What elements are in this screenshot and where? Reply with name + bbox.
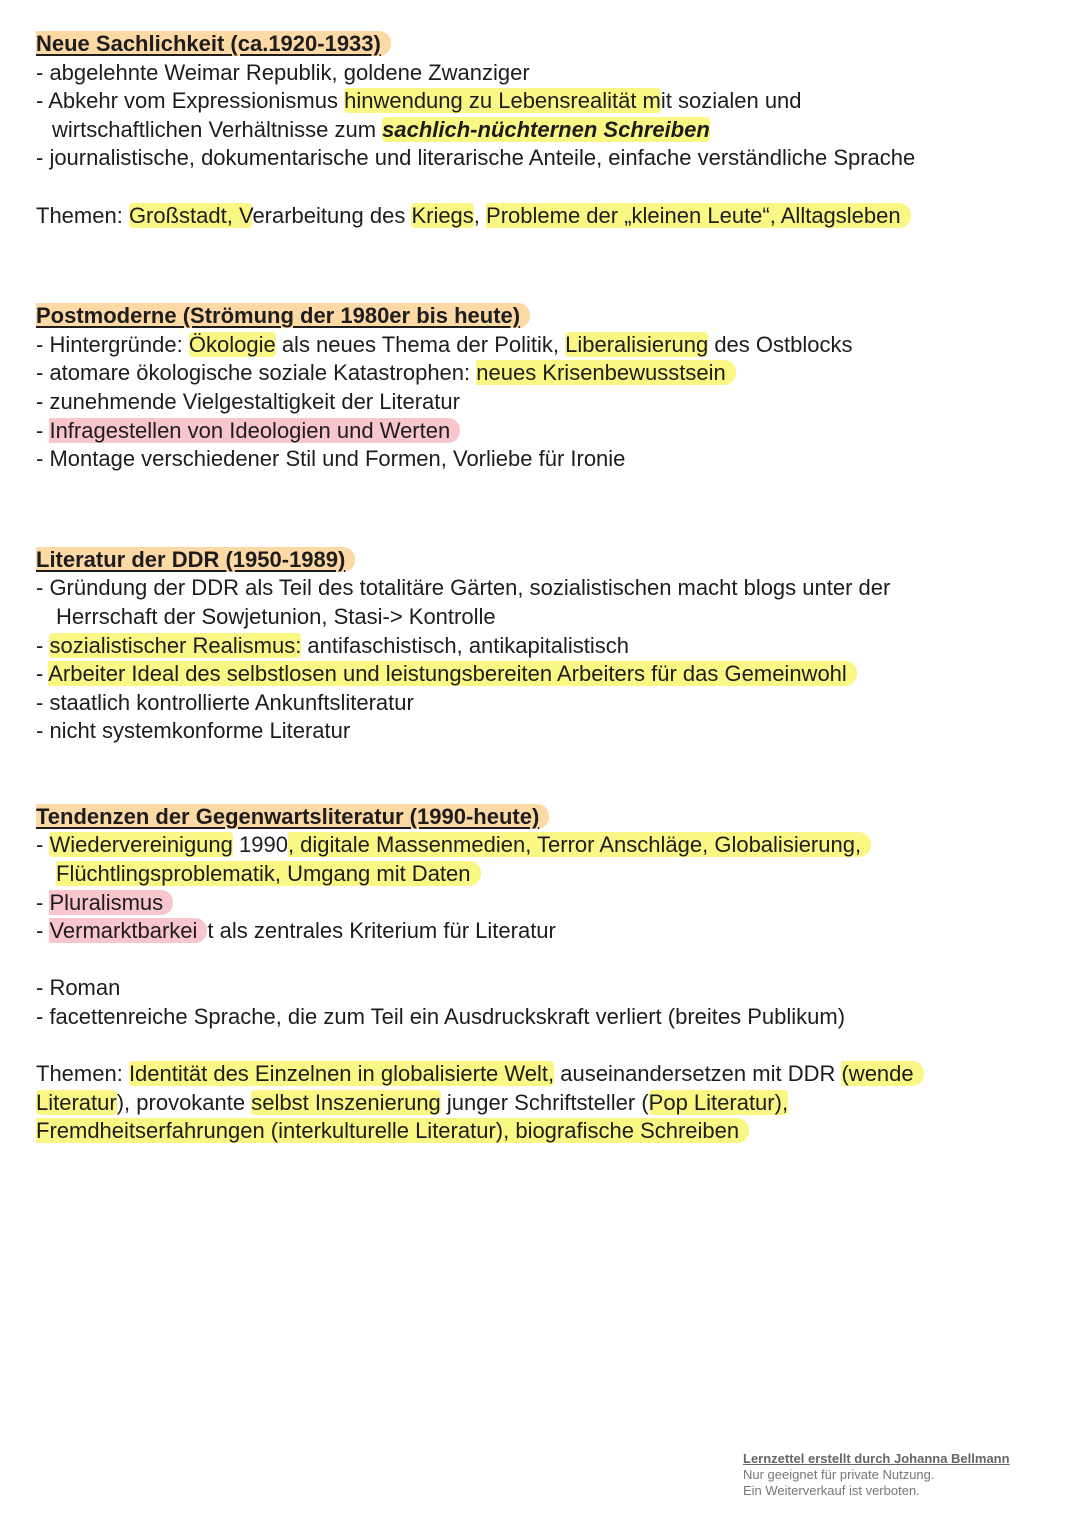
bullet: - sozialistischer Realismus: antifaschistisch, antikapitalistisch: [36, 632, 630, 658]
study-sheet: [36, 30, 1046, 1146]
bullet-continuation: Herrschaft der Sowjetunion, Stasi-> Kontrolle: [56, 603, 496, 629]
highlight: hinwendung zu Lebensrealität m: [344, 88, 661, 114]
section-title: Literatur der DDR (1950-1989): [36, 547, 355, 572]
bullet: - Wiedervereinigung 1990, digitale Massenmedien, Terror Anschläge, Globalisierung,: [36, 831, 1046, 860]
highlight: (wende: [841, 1061, 923, 1086]
highlight: sachlich-nüchternen Schreiben: [382, 116, 710, 142]
highlight: Fremdheitserfahrungen (interkulturelle Literatur), biografische Schreiben: [36, 1118, 749, 1143]
bullet: - Infragestellen von Ideologien und Werten: [36, 417, 1046, 446]
section-title: Neue Sachlichkeit (ca.1920-1933): [36, 31, 391, 56]
bullet: - Vermarktbarkei t als zentrales Kriterium für Literatur: [36, 918, 556, 944]
bullet: - Hintergründe: Ökologie als neues Thema der Politik, Liberalisierung des Ostblocks: [36, 331, 853, 357]
footer-author: Lernzettel erstellt durch Johanna Bellmann: [743, 1451, 1010, 1466]
footer-resale: Ein Weiterverkauf ist verboten.: [743, 1483, 920, 1498]
highlight: Infragestellen von Ideologien und Werten: [49, 418, 460, 443]
section-gegenwart: [36, 803, 1046, 1146]
highlight: Ökologie: [188, 331, 276, 357]
section-ddr: [36, 546, 1046, 746]
bullet: - abgelehnte Weimar Republik, goldene Zwanziger: [36, 59, 530, 85]
bullet: - Gründung der DDR als Teil des totalitäre Gärten, sozialistischen macht blogs unter der: [36, 575, 891, 601]
highlight: neues Krisenbewusstsein: [476, 360, 735, 385]
bullet: - Pluralismus: [36, 889, 1046, 918]
section-postmoderne: [36, 302, 1046, 474]
section-neue-sachlichkeit: [36, 30, 1046, 230]
themes-line: [36, 1117, 1046, 1146]
bullet-continuation: [36, 860, 1046, 889]
highlight: Liberalisierung: [565, 331, 709, 357]
bullet: - nicht systemkonforme Literatur: [36, 718, 351, 744]
bullet: - Roman: [36, 975, 121, 1001]
highlight: Identität des Einzelnen in globalisierte Welt,: [128, 1061, 555, 1087]
themes-line: Literatur), provokante selbst Inszenierung junger Schriftsteller (Pop Literatur),: [36, 1089, 789, 1115]
highlight: Pluralismus: [49, 890, 173, 915]
highlight: Literatur: [36, 1089, 117, 1115]
bullet: - zunehmende Vielgestaltigkeit der Literatur: [36, 388, 460, 414]
section-title: Tendenzen der Gegenwartsliteratur (1990-heute): [36, 804, 549, 829]
highlight: Flüchtlingsproblematik, Umgang mit Daten: [56, 861, 481, 886]
bullet-continuation: wirtschaftlichen Verhältnisse zum sachlich-nüchternen Schreiben: [52, 116, 710, 142]
section-title: Postmoderne (Strömung der 1980er bis heute): [36, 303, 530, 328]
highlight: Arbeiter Ideal des selbstlosen und leistungsbereiten Arbeiters für das Gemeinwohl: [48, 661, 857, 686]
footer-note: [743, 1451, 1010, 1499]
bullet: - staatlich kontrollierte Ankunftsliteratur: [36, 689, 414, 715]
themes-line: Themen: Großstadt, Verarbeitung des Kriegs, Probleme der „kleinen Leute“, Alltagsleben: [36, 202, 1046, 231]
bullet: - atomare ökologische soziale Katastrophen: neues Krisenbewusstsein: [36, 359, 1046, 388]
bullet: - facettenreiche Sprache, die zum Teil ein Ausdruckskraft verliert (breites Publikum): [36, 1004, 846, 1030]
highlight: selbst Inszenierung: [251, 1089, 441, 1115]
highlight: Probleme der „kleinen Leute“, Alltagsleben: [486, 203, 911, 228]
highlight: , digitale Massenmedien, Terror Anschläge, Globalisierung,: [288, 832, 871, 857]
bullet: - Abkehr vom Expressionismus hinwendung zu Lebensrealität mit sozialen und: [36, 88, 802, 114]
themes-line: Themen: Identität des Einzelnen in globalisierte Welt, auseinandersetzen mit DDR (wende: [36, 1060, 1046, 1089]
bullet: - Montage verschiedener Stil und Formen, Vorliebe für Ironie: [36, 446, 626, 472]
highlight: Vermarktbarkei: [49, 918, 207, 943]
highlight: Pop Literatur),: [648, 1089, 789, 1115]
highlight: Wiedervereinigung: [49, 832, 233, 858]
bullet: - Arbeiter Ideal des selbstlosen und leistungsbereiten Arbeiters für das Gemeinwohl: [36, 660, 1046, 689]
highlight: sozialistischer Realismus:: [49, 632, 302, 658]
bullet: - journalistische, dokumentarische und literarische Anteile, einfache verständliche Sprache: [36, 145, 916, 171]
footer-usage: Nur geeignet für private Nutzung.: [743, 1467, 935, 1482]
